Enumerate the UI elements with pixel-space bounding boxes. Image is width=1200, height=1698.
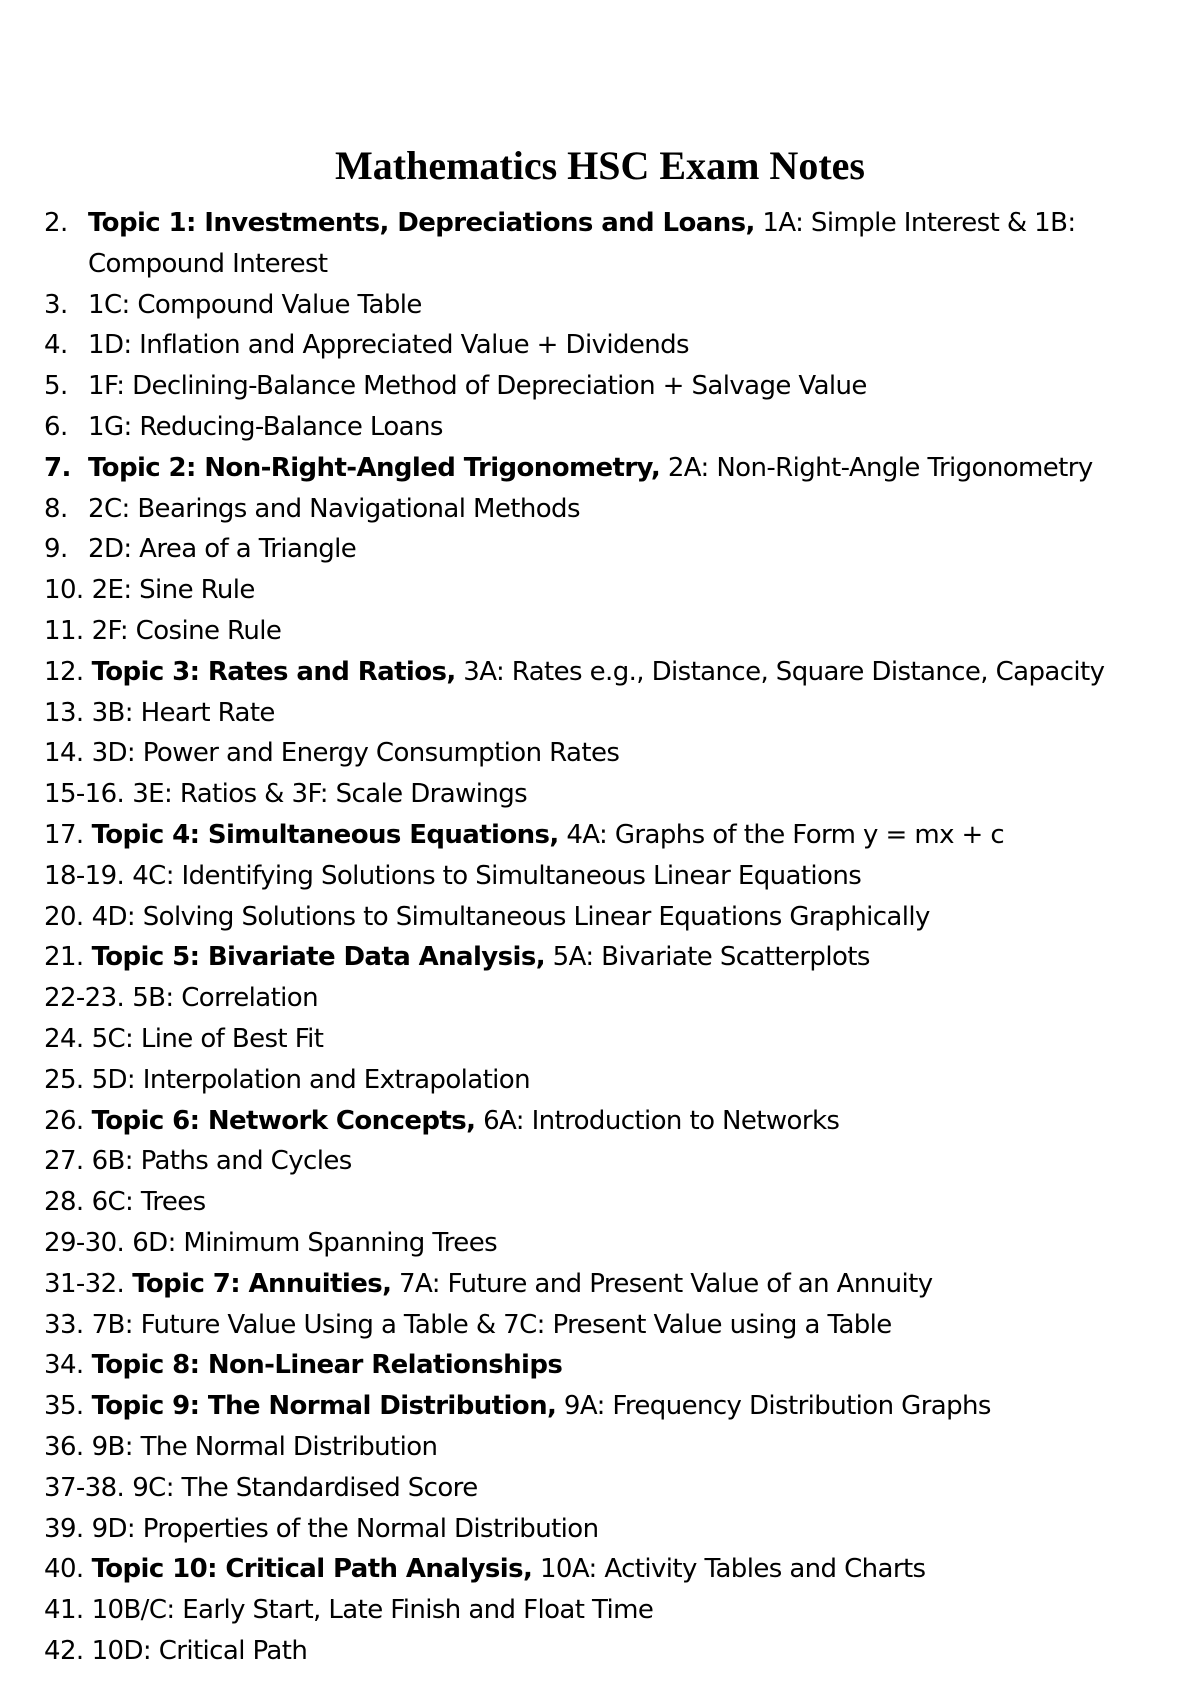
entry-text bbox=[88, 203, 1194, 285]
contents-entry bbox=[44, 203, 1194, 285]
entry-page-number: 25. bbox=[44, 1064, 84, 1095]
entry-text bbox=[88, 448, 1194, 489]
contents-entry bbox=[44, 1386, 1194, 1427]
entry-subtopic: 9D: Properties of the Normal Distribution bbox=[91, 1513, 599, 1544]
contents-entry bbox=[44, 937, 1194, 978]
entry-text bbox=[92, 1549, 1194, 1590]
contents-entry bbox=[44, 570, 1194, 611]
entry-subtopic: 9C: The Standardised Score bbox=[132, 1472, 478, 1503]
entry-page-number: 8. bbox=[44, 493, 68, 524]
entry-page-number: 33. bbox=[44, 1309, 84, 1340]
contents-entry bbox=[44, 652, 1194, 693]
entry-text bbox=[92, 1305, 1194, 1346]
entry-text bbox=[88, 529, 1194, 570]
entry-topic-heading: Topic 7: Annuities, bbox=[132, 1268, 392, 1299]
entry-page-number: 9. bbox=[44, 534, 68, 565]
entry-subtopic: 1G: Reducing-Balance Loans bbox=[88, 411, 443, 442]
entry-text bbox=[132, 1223, 1194, 1264]
entry-page-number: 6. bbox=[44, 411, 68, 442]
entry-topic-heading: Topic 10: Critical Path Analysis, bbox=[91, 1554, 533, 1585]
entry-subtopic: 5D: Interpolation and Extrapolation bbox=[91, 1064, 530, 1095]
entry-topic-heading: Topic 9: The Normal Distribution, bbox=[91, 1391, 557, 1422]
entry-text bbox=[92, 733, 1194, 774]
contents-entry bbox=[44, 529, 1194, 570]
contents-entry bbox=[44, 1427, 1194, 1468]
entry-subtopic: 1C: Compound Value Table bbox=[88, 289, 422, 320]
contents-entry bbox=[44, 815, 1194, 856]
entry-page-number: 27. bbox=[44, 1146, 84, 1177]
entry-topic-heading: Topic 8: Non-Linear Relationships bbox=[91, 1350, 563, 1381]
entry-subtopic: 6A: Introduction to Networks bbox=[475, 1105, 840, 1136]
entry-text bbox=[92, 1386, 1194, 1427]
entry-text bbox=[88, 285, 1194, 326]
entry-text bbox=[92, 1345, 1194, 1386]
entry-topic-heading: Topic 6: Network Concepts, bbox=[91, 1105, 476, 1136]
entry-page-number: 22-23. bbox=[44, 983, 125, 1014]
entry-subtopic: 4A: Graphs of the Form y = mx + c bbox=[558, 819, 1005, 850]
contents-entry bbox=[44, 611, 1194, 652]
entry-text bbox=[92, 1141, 1194, 1182]
entry-text bbox=[132, 856, 1194, 897]
contents-entry bbox=[44, 1101, 1194, 1142]
entry-subtopic: 6C: Trees bbox=[91, 1187, 206, 1218]
contents-entry bbox=[44, 1141, 1194, 1182]
entry-text bbox=[132, 1468, 1194, 1509]
entry-page-number: 26. bbox=[44, 1105, 84, 1136]
entry-text bbox=[92, 1590, 1194, 1631]
entry-subtopic: 9A: Frequency Distribution Graphs bbox=[556, 1391, 991, 1422]
entry-page-number: 20. bbox=[44, 901, 84, 932]
entry-page-number: 31-32. bbox=[44, 1268, 125, 1299]
entry-topic-heading: Topic 5: Bivariate Data Analysis, bbox=[91, 942, 545, 973]
entry-page-number: 40. bbox=[44, 1554, 84, 1585]
entry-text bbox=[132, 774, 1194, 815]
entry-page-number: 39. bbox=[44, 1513, 84, 1544]
entry-subtopic: 1D: Inflation and Appreciated Value + Dividends bbox=[88, 330, 690, 361]
entry-subtopic: 5C: Line of Best Fit bbox=[91, 1023, 324, 1054]
entry-subtopic: 1A: Simple Interest & 1B: Compound Interest bbox=[88, 208, 1076, 279]
entry-topic-heading: Topic 4: Simultaneous Equations, bbox=[91, 819, 559, 850]
contents-entry bbox=[44, 1631, 1194, 1672]
entry-page-number: 18-19. bbox=[44, 860, 125, 891]
entry-topic-heading: Topic 2: Non-Right-Angled Trigonometry, bbox=[88, 452, 661, 483]
entry-subtopic: 2A: Non-Right-Angle Trigonometry bbox=[660, 452, 1093, 483]
entry-page-number: 29-30. bbox=[44, 1227, 125, 1258]
contents-entry bbox=[44, 1549, 1194, 1590]
contents-entry bbox=[44, 1264, 1194, 1305]
entry-text bbox=[92, 1019, 1194, 1060]
contents-entry bbox=[44, 1305, 1194, 1346]
contents-entry bbox=[44, 1468, 1194, 1509]
contents-entry bbox=[44, 407, 1194, 448]
contents-entry bbox=[44, 285, 1194, 326]
entry-subtopic: 4C: Identifying Solutions to Simultaneous Linear Equations bbox=[132, 860, 862, 891]
entry-page-number: 36. bbox=[44, 1431, 84, 1462]
entry-page-number: 35. bbox=[44, 1391, 84, 1422]
entry-page-number: 17. bbox=[44, 819, 84, 850]
contents-entry bbox=[44, 1509, 1194, 1550]
entry-text bbox=[88, 325, 1194, 366]
entry-subtopic: 6B: Paths and Cycles bbox=[91, 1146, 352, 1177]
entry-subtopic: 2F: Cosine Rule bbox=[91, 615, 282, 646]
entry-page-number: 3. bbox=[44, 289, 68, 320]
entry-page-number: 11. bbox=[44, 615, 84, 646]
entry-page-number: 12. bbox=[44, 656, 84, 687]
entry-subtopic: 9B: The Normal Distribution bbox=[91, 1431, 438, 1462]
contents-entry bbox=[44, 978, 1194, 1019]
entry-text bbox=[92, 611, 1194, 652]
entry-subtopic: 10A: Activity Tables and Charts bbox=[532, 1554, 926, 1585]
entry-text bbox=[92, 1427, 1194, 1468]
contents-entry bbox=[44, 1182, 1194, 1223]
entry-page-number: 7. bbox=[44, 452, 71, 483]
entry-subtopic: 2D: Area of a Triangle bbox=[88, 534, 357, 565]
entry-page-number: 28. bbox=[44, 1187, 84, 1218]
entry-subtopic: 7A: Future and Present Value of an Annuity bbox=[391, 1268, 933, 1299]
contents-entry bbox=[44, 1590, 1194, 1631]
entry-page-number: 4. bbox=[44, 330, 68, 361]
entry-subtopic: 7B: Future Value Using a Table & 7C: Present Value using a Table bbox=[91, 1309, 892, 1340]
document-title: Mathematics HSC Exam Notes bbox=[335, 143, 865, 188]
contents-entry bbox=[44, 448, 1194, 489]
entry-page-number: 13. bbox=[44, 697, 84, 728]
entry-text bbox=[92, 897, 1194, 938]
entry-text bbox=[132, 1264, 1194, 1305]
entry-subtopic: 6D: Minimum Spanning Trees bbox=[132, 1227, 498, 1258]
entry-text bbox=[92, 1631, 1194, 1672]
entry-text bbox=[92, 937, 1194, 978]
contents-entry bbox=[44, 489, 1194, 530]
contents-entry bbox=[44, 733, 1194, 774]
contents-entry bbox=[44, 856, 1194, 897]
entry-text bbox=[88, 407, 1194, 448]
entry-text bbox=[92, 693, 1194, 734]
contents-list bbox=[44, 203, 1194, 1672]
entry-subtopic: 2E: Sine Rule bbox=[91, 575, 255, 606]
entry-topic-heading: Topic 1: Investments, Depreciations and Loans, bbox=[88, 208, 755, 238]
entry-subtopic: 5A: Bivariate Scatterplots bbox=[544, 942, 870, 973]
entry-page-number: 5. bbox=[44, 371, 68, 402]
entry-text bbox=[92, 1182, 1194, 1223]
entry-page-number: 34. bbox=[44, 1350, 84, 1381]
entry-topic-heading: Topic 3: Rates and Ratios, bbox=[91, 656, 456, 687]
entry-text bbox=[88, 366, 1194, 407]
entry-subtopic: 10D: Critical Path bbox=[91, 1635, 308, 1666]
entry-page-number: 14. bbox=[44, 738, 84, 769]
entry-text bbox=[92, 1509, 1194, 1550]
entry-text bbox=[92, 1060, 1194, 1101]
entry-text bbox=[88, 489, 1194, 530]
entry-page-number: 21. bbox=[44, 942, 84, 973]
entry-page-number: 2. bbox=[44, 208, 68, 238]
entry-subtopic: 2C: Bearings and Navigational Methods bbox=[88, 493, 580, 524]
entry-page-number: 15-16. bbox=[44, 779, 125, 810]
entry-subtopic: 5B: Correlation bbox=[132, 983, 318, 1014]
contents-entry bbox=[44, 693, 1194, 734]
entry-subtopic: 3D: Power and Energy Consumption Rates bbox=[91, 738, 620, 769]
entry-text bbox=[132, 978, 1194, 1019]
contents-entry bbox=[44, 774, 1194, 815]
contents-entry bbox=[44, 1345, 1194, 1386]
entry-page-number: 41. bbox=[44, 1595, 84, 1626]
entry-text bbox=[92, 1101, 1194, 1142]
contents-entry bbox=[44, 1060, 1194, 1101]
entry-page-number: 42. bbox=[44, 1635, 84, 1666]
contents-entry bbox=[44, 325, 1194, 366]
contents-entry bbox=[44, 897, 1194, 938]
entry-subtopic: 10B/C: Early Start, Late Finish and Float Time bbox=[91, 1595, 654, 1626]
entry-text bbox=[92, 570, 1194, 611]
contents-entry bbox=[44, 366, 1194, 407]
entry-text bbox=[92, 652, 1194, 693]
entry-subtopic: 3A: Rates e.g., Distance, Square Distance, Capacity bbox=[455, 656, 1105, 687]
contents-entry bbox=[44, 1019, 1194, 1060]
entry-text bbox=[92, 815, 1194, 856]
entry-page-number: 37-38. bbox=[44, 1472, 125, 1503]
entry-subtopic: 3B: Heart Rate bbox=[91, 697, 275, 728]
entry-page-number: 10. bbox=[44, 575, 84, 606]
entry-subtopic: 3E: Ratios & 3F: Scale Drawings bbox=[132, 779, 528, 810]
entry-subtopic: 1F: Declining-Balance Method of Depreciation + Salvage Value bbox=[88, 371, 867, 402]
entry-subtopic: 4D: Solving Solutions to Simultaneous Linear Equations Graphically bbox=[91, 901, 930, 932]
contents-entry bbox=[44, 1223, 1194, 1264]
entry-page-number: 24. bbox=[44, 1023, 84, 1054]
